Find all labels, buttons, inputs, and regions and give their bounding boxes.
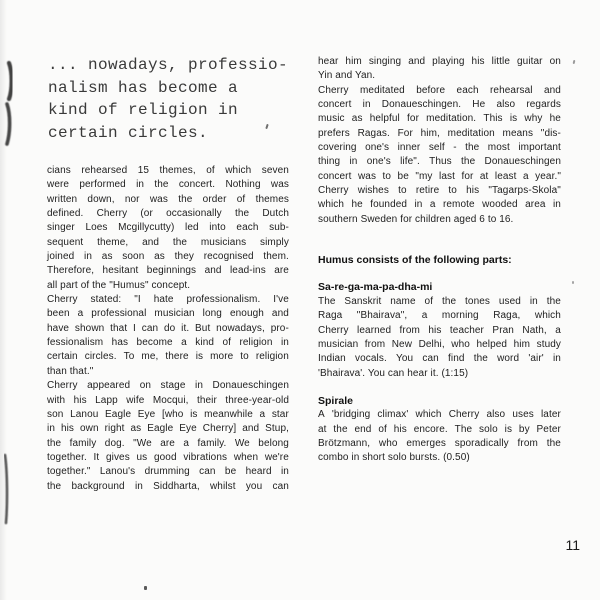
text-line: the family dog. "We are a family. We belong (47, 437, 289, 449)
paragraph (318, 84, 561, 227)
pull-quote (48, 54, 310, 144)
text-line: concert was to be "my last for at least a year." (318, 170, 561, 182)
text-line: joined in as soon as they recognised them. (47, 251, 289, 263)
text-line: Indian vocals. You can find the word 'air' in (318, 353, 561, 365)
text-line: son Lanou Eagle Eye [who is meanwhile a star (47, 408, 289, 420)
text-line: music as helpful for meditation. This is why he (318, 113, 561, 125)
right-text-column (318, 55, 561, 466)
text-line: southern Sweden for children aged 6 to 16. (318, 213, 514, 225)
text-line: in his own right as Eagle Eye Cherry] and Stup, (47, 423, 289, 435)
text-line: Cherry stated: "I hate professionalism. I've (47, 294, 289, 306)
text-line: together. It gives us good vibrations when we're (47, 451, 289, 463)
text-line: The Sanskrit name of the tones used in the (318, 295, 561, 307)
text-line: thing in one's life". Thus the Donaueschingen (318, 156, 561, 168)
section-heading: Sa-re-ga-ma-pa-dha-mi (318, 281, 433, 294)
text-line: with his Lapp wife Mocqui, their three-year-old (47, 394, 289, 406)
text-line: fessionalism has become a kind of religion in (47, 337, 289, 349)
text-line: 'Bhairava'. You can hear it. (1:15) (318, 367, 469, 379)
paragraph (47, 164, 289, 494)
text-line: Cherry meditated before each rehearsal and (318, 84, 561, 96)
quote-line: nalism has become a (48, 78, 239, 97)
page-number: 11 (565, 537, 580, 553)
text-line: been a professional musician long enough and (47, 308, 289, 320)
text-line: the background in Siddharta, whilst you can (47, 480, 289, 492)
track-section (318, 394, 561, 466)
text-line: Cherry learned from his teacher Pran Nath, a (318, 324, 561, 336)
text-line: covering one's inner self - the most important (318, 142, 561, 154)
text-line: cians rehearsed 15 themes, of which seven (47, 165, 289, 176)
text-line: musician from New Delhi, who helped him study (318, 338, 561, 350)
section-heading: Spirale (318, 394, 354, 407)
binding-shadow-marks (0, 0, 16, 600)
scan-speck (573, 60, 576, 64)
scan-speck (572, 281, 574, 284)
text-line: sequent theme, and the musicians simply (47, 236, 289, 248)
text-line: singer Loes Mcgillycutty) led into each sub- (47, 222, 289, 234)
text-line: concert in Donaueschingen. He also regards (318, 99, 561, 111)
left-text-column (47, 164, 289, 494)
paragraph (318, 55, 561, 84)
text-line: Yin and Yan. (318, 70, 376, 82)
quote-line: ... nowadays, professio- (48, 56, 289, 74)
text-line: which he founded in a remote wooded area in (318, 199, 561, 211)
text-line: Brötzmann, who emerges sporadically from the (318, 437, 561, 449)
track-section (318, 280, 561, 380)
section-heading: Humus consists of the following parts: (318, 254, 512, 267)
text-line: Cherry appeared on stage in Donaueschingen (47, 380, 289, 392)
text-line: defined. Cherry (or occasionally the Dutch (47, 208, 289, 220)
quote-line: certain circles. (48, 123, 209, 142)
text-line: prefers Ragas. For him, meditation means "dis- (318, 127, 561, 139)
text-line: were performed in the concert. Nothing was (47, 179, 289, 191)
text-line: together." Lanou's drumming can be heard in (47, 466, 289, 478)
text-line: Cherry wishes to retire to his "Tagarps-Skola" (318, 185, 561, 197)
text-line: than that." (47, 365, 94, 377)
text-line: at the end of his encore. The solo is by Peter (318, 423, 561, 435)
quote-line: kind of religion in (48, 101, 239, 119)
scan-speck (144, 586, 147, 590)
text-line: combo in short solo bursts. (0.50) (318, 452, 470, 464)
text-line: hear him singing and playing his little guitar on (318, 56, 561, 67)
text-line: Raga "Bhairava", a morning Raga, which (318, 310, 561, 322)
text-line: Therefore, hesitant beginnings and lead-ins are (47, 265, 289, 277)
text-line: A 'bridging climax' which Cherry also uses later (318, 409, 561, 421)
text-line: written down, nor was the order of themes (47, 193, 289, 205)
text-line: all part of the "Humus" concept. (47, 279, 191, 291)
text-line: certain circles. To me, there is more to religion (47, 351, 289, 363)
text-line: have shown that I can do it. But nowadays, pro- (47, 322, 289, 334)
